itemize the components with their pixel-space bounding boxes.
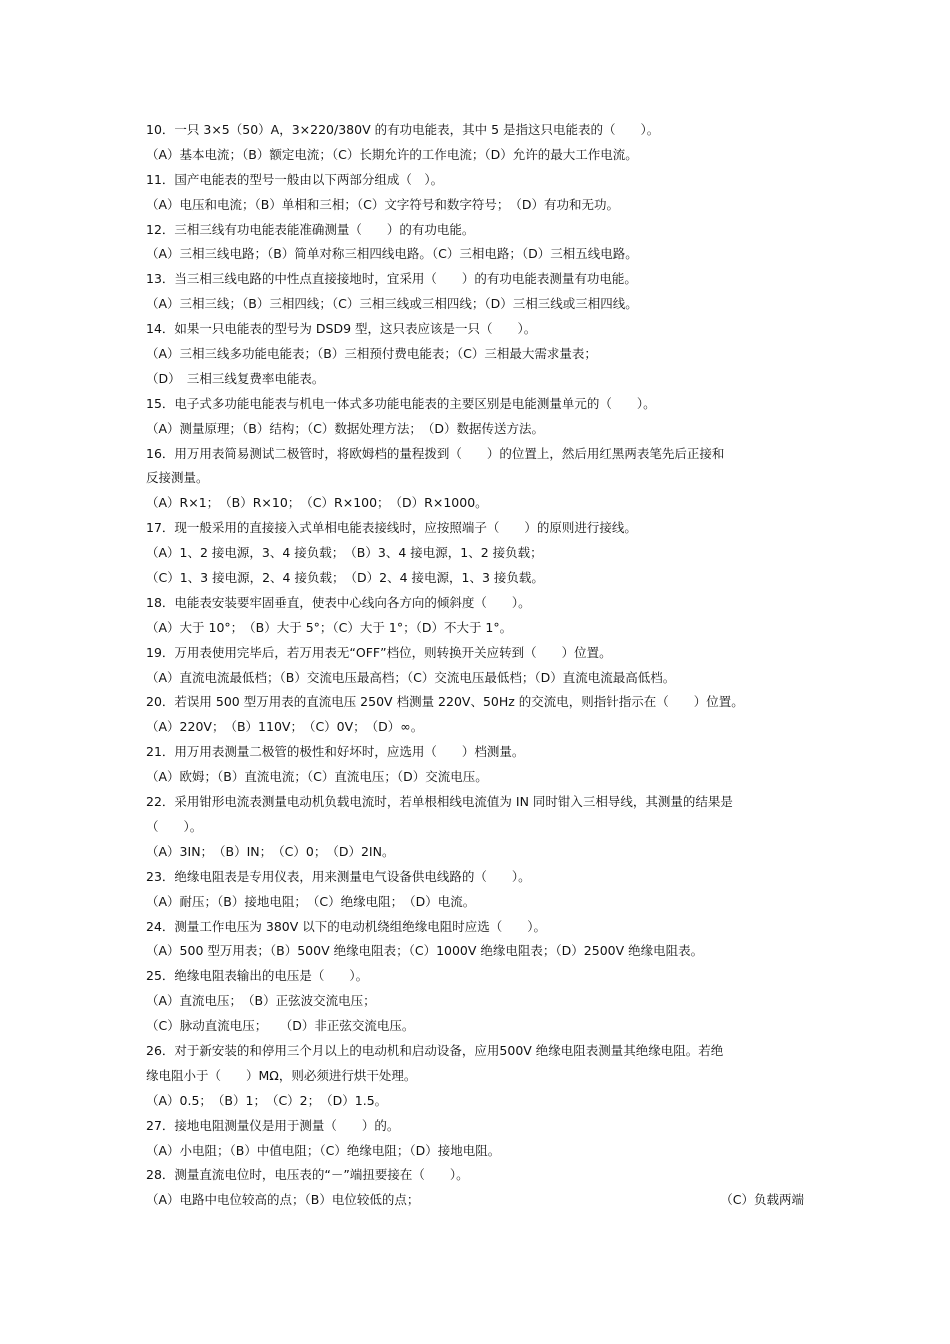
question-line: 16．用万用表简易测试二极管时，将欧姆档的量程拨到（ ）的位置上，然后用红黑两表笔先后正接和	[146, 445, 725, 461]
question-line: （ ）。	[146, 818, 203, 834]
option-line: （C）脉动直流电压； （D）非正弦交流电压。	[146, 1018, 415, 1034]
question-line: 18．电能表安装要牢固垂直，使表中心线向各方向的倾斜度（ ）。	[146, 594, 531, 610]
option-line: （A）0.5； （B）1； （C）2； （D）1.5。	[146, 1092, 388, 1108]
question-line: 24．测量工作电压为 380V 以下的电动机绕组绝缘电阻时应选（ ）。	[146, 918, 547, 934]
option-line: （A）R×1； （B）R×10； （C）R×100； （D）R×1000。	[146, 495, 488, 511]
option-line: （A）基本电流；（B）额定电流；（C）长期允许的工作电流；（D）允许的最大工作电流。	[146, 146, 638, 162]
last-option-row	[146, 1188, 812, 1213]
question-line: 10．一只 3×5（50）A，3×220/380V 的有功电能表，其中 5 是指这只电能表的（ ）。	[146, 122, 660, 137]
question-line: 12．三相三线有功电能表能准确测量（ ）的有功电能。	[146, 221, 475, 237]
option-line: （A）三相三线；（B）三相四线；（C）三相三线或三相四线；（D）三相三线或三相四线。	[146, 296, 638, 312]
option-line: （A）1、2 接电源，3、4 接负载； （B）3、4 接电源，1、2 接负载；	[146, 545, 543, 561]
option-line: （A）三相三线电路；（B）简单对称三相四线电路。（C）三相电路；（D）三相五线电路。	[146, 246, 638, 262]
option-line: （A）大于 10°； （B）大于 5°；（C）大于 1°；（D）不大于 1°。	[146, 619, 513, 635]
option-line: （D） 三相三线复费率电能表。	[146, 370, 325, 386]
option-line: （A）500 型万用表；（B）500V 绝缘电阻表；（C）1000V 绝缘电阻表；（D）2500V 绝缘电阻表。	[146, 943, 704, 959]
question-line: 25．绝缘电阻表输出的电压是（ ）。	[146, 968, 369, 984]
question-list	[146, 118, 812, 1213]
option-line: （C）1、3 接电源，2、4 接负载； （D）2、4 接电源，1、3 接负载。	[146, 570, 544, 586]
question-line: 26．对于新安装的和停用三个月以上的电动机和启动设备，应用500V 绝缘电阻表测量其绝缘电阻。若绝	[146, 1042, 724, 1058]
question-line: 28．测量直流电位时，电压表的“－”端扭要接在（ ）。	[146, 1167, 469, 1183]
question-line: 14．如果一只电能表的型号为 DSD9 型，这只表应该是一只（ ）。	[146, 321, 537, 337]
last-option-right: （C）负载两端	[720, 1192, 804, 1208]
option-line: （A）测量原理；（B）结构；（C）数据处理方法； （D）数据传送方法。	[146, 420, 544, 436]
option-line: （A）三相三线多功能电能表；（B）三相预付费电能表；（C）三相最大需求量表；	[146, 346, 597, 362]
question-line: 21．用万用表测量二极管的极性和好坏时，应选用（ ）档测量。	[146, 744, 525, 760]
last-option-left: （A）电路中电位较高的点；（B）电位较低的点；	[146, 1192, 420, 1208]
question-line: 23．绝缘电阻表是专用仪表，用来测量电气设备供电线路的（ ）。	[146, 868, 531, 884]
question-line: 19．万用表使用完毕后，若万用表无“OFF”档位，则转换开关应转到（ ）位置。	[146, 644, 612, 660]
option-line: （A）直流电压； （B）正弦波交流电压；	[146, 993, 376, 1009]
question-line: 17．现一般采用的直接接入式单相电能表接线时，应按照端子（ ）的原则进行接线。	[146, 520, 637, 536]
question-line: 22．采用钳形电流表测量电动机负载电流时，若单根相线电流值为 IN 同时钳入三相导线，其测量的结果是	[146, 794, 733, 810]
option-line: （A）耐压；（B）接地电阻； （C）绝缘电阻； （D）电流。	[146, 893, 476, 909]
option-line: （A）220V； （B）110V； （C）0V； （D）∞。	[146, 719, 424, 735]
option-line: （A）欧姆；（B）直流电流；（C）直流电压；（D）交流电压。	[146, 769, 488, 785]
question-line: 15．电子式多功能电能表与机电一体式多功能电能表的主要区别是电能测量单元的（ ）。	[146, 395, 656, 411]
option-line: （A）3IN； （B）IN； （C）0； （D）2IN。	[146, 843, 395, 859]
question-line: 20．若误用 500 型万用表的直流电压 250V 档测量 220V、50Hz 的交流电，则指针指示在（ ）位置。	[146, 694, 744, 710]
option-line: （A）直流电流最低档；（B）交流电压最高档；（C）交流电压最低档；（D）直流电流最高低档。	[146, 669, 676, 685]
option-line: （A）电压和电流；（B）单相和三相；（C）文字符号和数字符号； （D）有功和无功。	[146, 196, 619, 212]
question-line: 13．当三相三线电路的中性点直接接地时，宜采用（ ）的有功电能表测量有功电能。	[146, 271, 637, 287]
question-line: 缘电阻小于（ ）MΩ，则必须进行烘干处理。	[146, 1067, 417, 1083]
question-line: 27．接地电阻测量仪是用于测量（ ）的。	[146, 1117, 400, 1133]
question-line: 11．国产电能表的型号一般由以下两部分组成（ ）。	[146, 171, 444, 187]
option-line: （A）小电阻；（B）中值电阻；（C）绝缘电阻；（D）接地电阻。	[146, 1142, 501, 1158]
question-line: 反接测量。	[146, 470, 209, 486]
